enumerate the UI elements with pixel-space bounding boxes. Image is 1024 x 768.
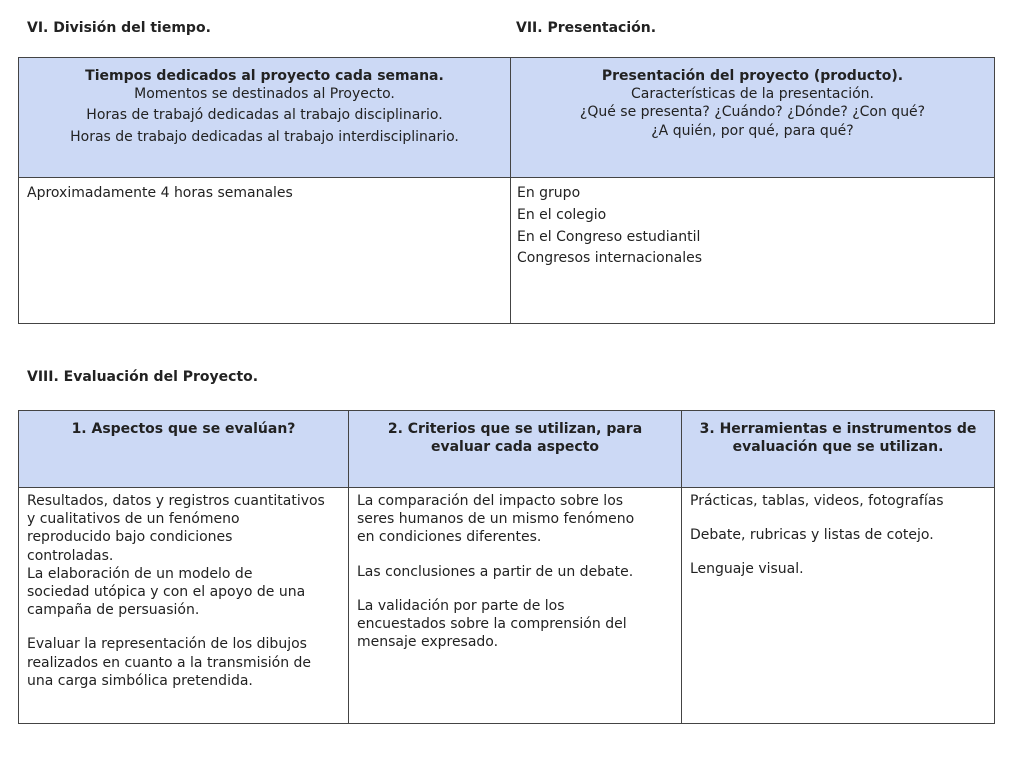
presentation-item: En el Congreso estudiantil: [517, 229, 701, 246]
presentation-body-cell: [511, 178, 995, 324]
aspects-line: Evaluar la representación de los dibujos: [27, 636, 307, 653]
time-header-line: Momentos se destinados al Proyecto.: [134, 86, 395, 103]
section-8-heading: VIII. Evaluación del Proyecto.: [27, 369, 259, 385]
time-header-title: Tiempos dedicados al proyecto cada semana.: [85, 68, 444, 84]
aspects-body-cell: [19, 488, 349, 724]
aspects-line: sociedad utópica y con el apoyo de una: [27, 583, 306, 600]
criteria-line: encuestados sobre la comprensión del: [357, 615, 627, 632]
tools-line: Lenguaje visual.: [690, 561, 804, 578]
presentation-item: Congresos internacionales: [517, 249, 702, 266]
aspects-header: 1. Aspectos que se evalúan?: [71, 421, 296, 437]
criteria-body-cell: [349, 488, 682, 724]
presentation-item: En el colegio: [517, 207, 607, 224]
aspects-line: una carga simbólica pretendida.: [27, 672, 253, 689]
aspects-header-cell: [19, 411, 349, 488]
criteria-line: Las conclusiones a partir de un debate.: [357, 563, 634, 580]
time-header-line: Horas de trabajó dedicadas al trabajo disciplinario.: [86, 107, 443, 124]
time-header-line: Horas de trabajo dedicadas al trabajo interdisciplinario.: [70, 128, 459, 145]
time-body-text: Aproximadamente 4 horas semanales: [27, 185, 293, 201]
presentation-header-line: Características de la presentación.: [631, 86, 874, 103]
presentation-header-line: ¿Qué se presenta? ¿Cuándo? ¿Dónde? ¿Con qué?: [579, 104, 926, 121]
tools-body-cell: [682, 488, 995, 724]
presentation-item: En grupo: [517, 185, 581, 201]
section-6-heading: VI. División del tiempo.: [27, 20, 211, 36]
criteria-line: La validación por parte de los: [357, 597, 565, 614]
tools-header-cell: [682, 411, 995, 488]
presentation-header-cell: [511, 58, 995, 178]
presentation-header-title: Presentación del proyecto (producto).: [601, 68, 904, 84]
criteria-line: La comparación del impacto sobre los: [357, 493, 624, 509]
section-7-heading: VII. Presentación.: [516, 20, 657, 36]
tools-line: Prácticas, tablas, videos, fotografías: [690, 493, 944, 509]
aspects-line: realizados en cuanto a la transmisión de: [27, 654, 312, 671]
time-presentation-table: [18, 57, 995, 324]
aspects-line: controladas.: [27, 547, 114, 564]
aspects-line: y cualitativos de un fenómeno: [27, 511, 240, 528]
criteria-line: en condiciones diferentes.: [357, 529, 542, 546]
evaluation-table: [18, 410, 995, 724]
aspects-line: campaña de persuasión.: [27, 602, 200, 619]
presentation-header-line: ¿A quién, por qué, para qué?: [651, 122, 854, 139]
time-header-cell: [19, 58, 511, 178]
criteria-line: seres humanos de un mismo fenómeno: [357, 511, 635, 528]
aspects-line: Resultados, datos y registros cuantitativos: [27, 493, 325, 509]
aspects-line: La elaboración de un modelo de: [27, 565, 253, 582]
criteria-header: 2. Criterios que se utilizan, para evaluar cada aspecto: [387, 421, 643, 456]
aspects-line: reproducido bajo condiciones: [27, 529, 233, 546]
time-body-cell: [19, 178, 511, 324]
criteria-header-cell: [349, 411, 682, 488]
criteria-line: mensaje expresado.: [357, 634, 499, 651]
tools-line: Debate, rubricas y listas de cotejo.: [690, 527, 934, 544]
tools-header: 3. Herramientas e instrumentos de evaluación que se utilizan.: [699, 421, 977, 456]
